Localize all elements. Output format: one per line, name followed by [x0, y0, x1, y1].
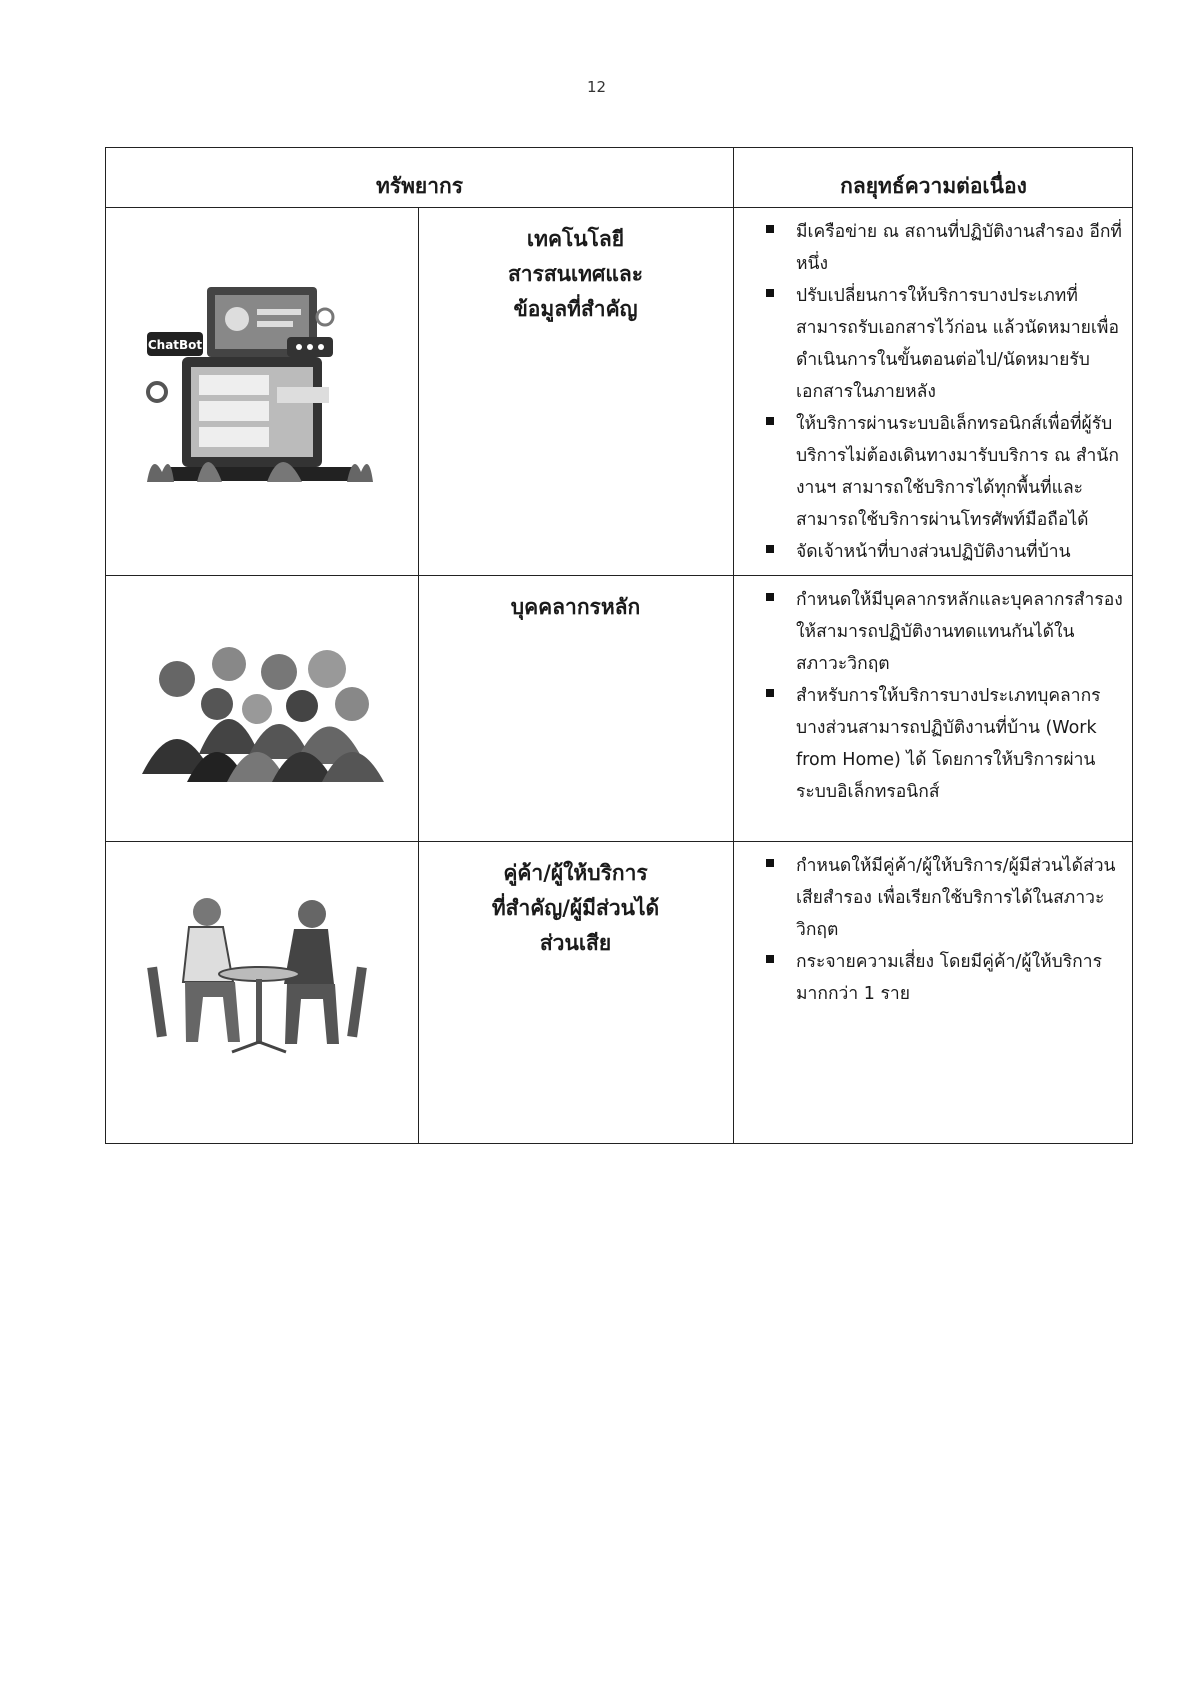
resource-name-personnel: บุคคลากรหลัก — [418, 576, 732, 841]
list-item: กำหนดให้มีบุคลากรหลักและบุคลากรสำรอง ให้สามารถปฏิบัติงานทดแทนกันได้ในสภาวะวิกฤต — [764, 584, 1124, 680]
resource-name-partners: คู่ค้า/ผู้ให้บริการ ที่สำคัญ/ผู้มีส่วนได้ ส่วนเสีย — [418, 842, 732, 1143]
page-number: 12 — [586, 78, 607, 96]
list-item: มีเครือข่าย ณ สถานที่ปฏิบัติงานสำรอง อีกที่หนึ่ง — [764, 216, 1124, 280]
personnel-illustration — [106, 576, 418, 841]
header-resource: ทรัพยากร — [106, 148, 733, 208]
strategy-list-partners — [733, 842, 1132, 1143]
resource-name-technology: เทคโนโลยี สารสนเทศและ ข้อมูลที่สำคัญ — [418, 208, 732, 575]
partners-illustration — [106, 842, 418, 1143]
list-item: กระจายความเสี่ยง โดยมีคู่ค้า/ผู้ให้บริการมากกว่า 1 ราย — [764, 946, 1124, 1010]
table-row-technology — [106, 208, 1132, 575]
header-strategy: กลยุทธ์ความต่อเนื่อง — [733, 148, 1133, 208]
people-group-icon — [137, 634, 387, 784]
business-meeting-icon — [147, 882, 377, 1062]
resource-strategy-table — [105, 147, 1133, 1144]
strategy-list-technology — [733, 208, 1132, 575]
list-item: ปรับเปลี่ยนการให้บริการบางประเภทที่สามารถรับเอกสารไว้ก่อน แล้วนัดหมายเพื่อดำเนินการในขั้นตอนต่อไป/นัดหมายรับเอกสารในภายหลัง — [764, 280, 1124, 408]
list-item: สำหรับการให้บริการบางประเภทบุคลากรบางส่วนสามารถปฏิบัติงานที่บ้าน (Work from Home) ได้ โดยการให้บริการผ่านระบบอิเล็กทรอนิกส์ — [764, 680, 1124, 808]
table-row-partners — [106, 841, 1132, 1143]
laptop-chatbot-icon — [137, 277, 387, 507]
table-row-personnel — [106, 575, 1132, 841]
strategy-list-personnel — [733, 576, 1132, 841]
technology-illustration — [106, 208, 418, 575]
chatbot-label: ChatBot — [147, 337, 203, 352]
list-item: กำหนดให้มีคู่ค้า/ผู้ให้บริการ/ผู้มีส่วนได้ส่วนเสียสำรอง เพื่อเรียกใช้บริการได้ในสภาวะวิกฤต — [764, 850, 1124, 946]
list-item: ให้บริการผ่านระบบอิเล็กทรอนิกส์เพื่อที่ผู้รับบริการไม่ต้องเดินทางมารับบริการ ณ สำนักงานฯ สามารถใช้บริการได้ทุกพื้นที่และสามารถใช้บริการผ่านโทรศัพท์มือถือได้ — [764, 408, 1124, 536]
list-item: จัดเจ้าหน้าที่บางส่วนปฏิบัติงานที่บ้าน — [764, 536, 1124, 568]
